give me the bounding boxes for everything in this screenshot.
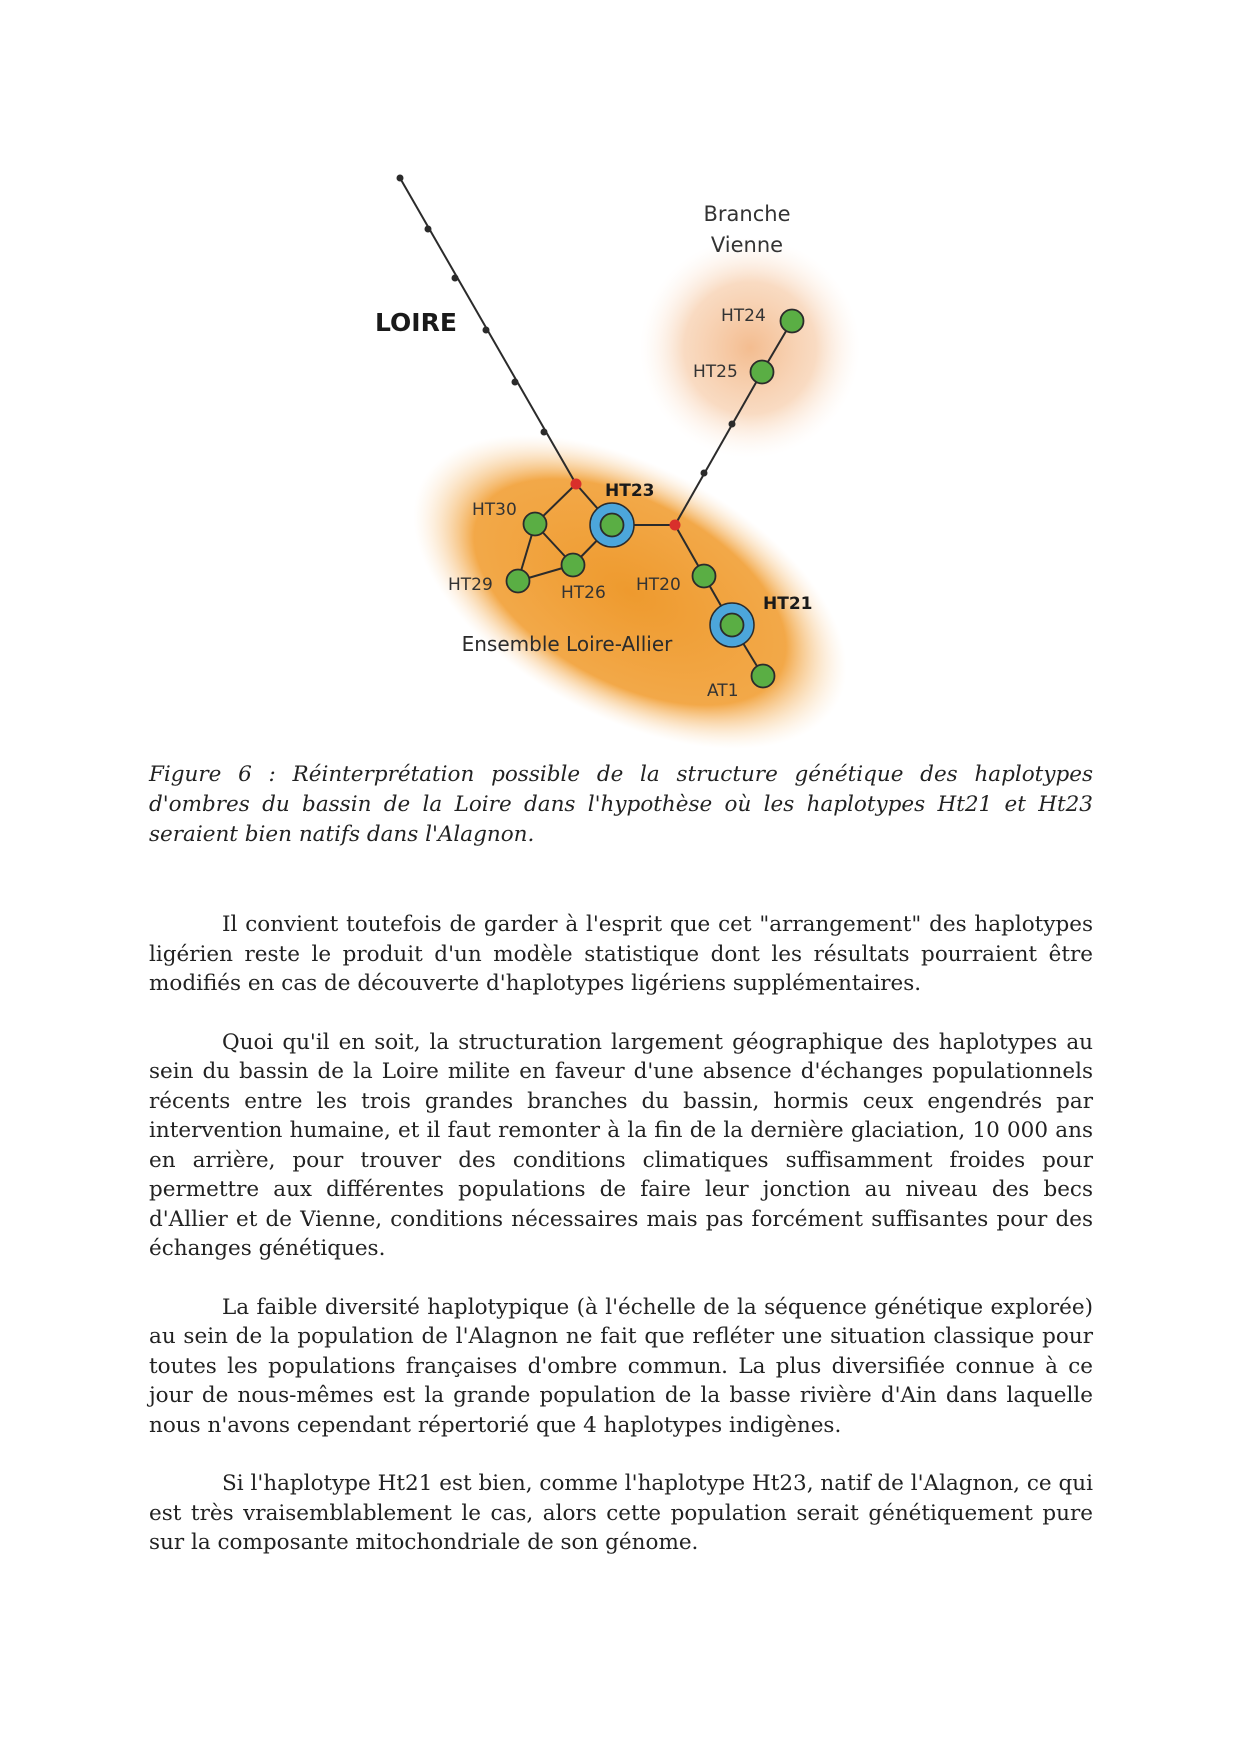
median-vector-node: [571, 479, 582, 490]
mutation-step: [541, 429, 548, 436]
body-text: [149, 910, 1093, 1587]
median-vector-node: [670, 520, 681, 531]
node-ht23: [601, 514, 624, 537]
mutation-step: [701, 470, 708, 477]
mutation-step: [483, 327, 490, 334]
vienne-branch-halo: [640, 238, 860, 458]
node-ht30: [524, 513, 547, 536]
loire-label: LOIRE: [375, 308, 457, 337]
label-ht21: HT21: [763, 594, 813, 614]
node-ht26: [562, 554, 585, 577]
node-ht20: [693, 565, 716, 588]
figure-caption: Figure 6 : Réinterprétation possible de la structure génétique des haplotypes d'ombres du bassin de la Loire dans l'hypothèse où les haplotypes Ht21 et Ht23 seraient bien natifs dans l'Alagnon.: [149, 762, 1093, 847]
label-ht25: HT25: [693, 362, 738, 382]
paragraph: Si l'haplotype Ht21 est bien, comme l'haplotype Ht23, natif de l'Alagnon, ce qui est très vraisemblablement le cas, alors cette population serait génétiquement pure sur la composante mitochondriale de son génome.: [149, 1471, 1093, 1555]
label-ht24: HT24: [721, 306, 766, 326]
paragraph: Quoi qu'il en soit, la structuration largement géographique des haplotypes au sein du bassin de la Loire milite en faveur d'une absence d'échanges populationnels récents entre les trois grandes branches du bassin, hormis ceux engendrés par intervention humaine, et il faut remonter à la fin de la dernière glaciation, 10 000 ans en arrière, pour trouver des conditions climatiques suffisamment froides pour permettre aux différentes populations de faire leur jonction au niveau des becs d'Allier et de Vienne, conditions nécessaires mais pas forcément suffisantes pour des échanges génétiques.: [149, 1029, 1093, 1261]
node-ht24: [781, 310, 804, 333]
mutation-step: [729, 421, 736, 428]
branche-vienne-label-line2: Vienne: [710, 233, 784, 257]
label-at1: AT1: [707, 681, 739, 701]
node-at1: [752, 665, 775, 688]
mutation-step: [452, 275, 459, 282]
node-ht21: [721, 614, 744, 637]
node-ht25: [751, 361, 774, 384]
branche-vienne-label-line1: Branche: [703, 202, 791, 226]
label-ht23: HT23: [605, 481, 655, 501]
mutation-step: [397, 175, 404, 182]
paragraph: Il convient toutefois de garder à l'esprit que cet "arrangement" des haplotypes ligérien reste le produit d'un modèle statistique dont les résultats pourraient être modifiés en cas de découverte d'haplotypes ligériens supplémentaires.: [149, 912, 1093, 996]
label-ht30: HT30: [472, 500, 517, 520]
label-ht20: HT20: [636, 575, 681, 595]
mutation-step: [512, 379, 519, 386]
haplotype-network-figure: [0, 0, 1240, 760]
label-ht29: HT29: [448, 575, 493, 595]
node-ht29: [507, 570, 530, 593]
mutation-step: [425, 226, 432, 233]
ensemble-loire-allier-label: Ensemble Loire-Allier: [461, 632, 673, 656]
label-ht26: HT26: [561, 583, 606, 603]
paragraph: La faible diversité haplotypique (à l'échelle de la séquence génétique explorée) au sein de la population de l'Alagnon ne fait que refléter une situation classique pour toutes les populations françaises d'ombre commun. La plus diversifiée connue à ce jour de nous-mêmes est la grande population de la basse rivière d'Ain dans laquelle nous n'avons cependant répertorié que 4 haplotypes indigènes.: [149, 1294, 1093, 1438]
